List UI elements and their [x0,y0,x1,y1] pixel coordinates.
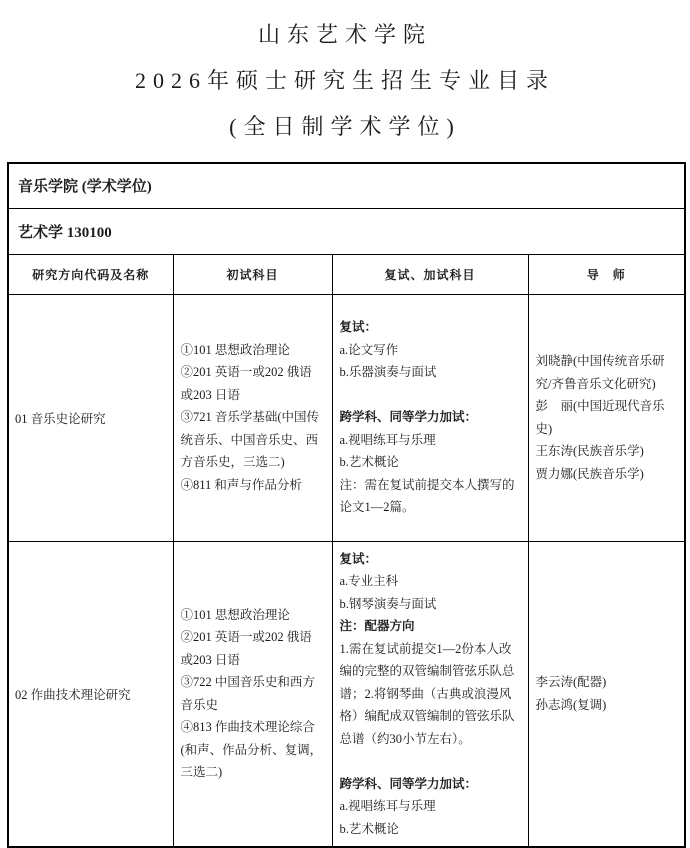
text-line: ③722 中国音乐史和西方音乐史 [180,675,315,712]
text-line: 1.需在复试前提交1—2份本人改编的完整的双管编制管弦乐队总谱；2.将钢琴曲（古典或浪漫风格）编配成双管编制的管弦乐队总谱（约30小节左右）。 [339,641,515,746]
direction-cell: 02 作曲技术理论研究 [8,541,173,847]
tutors-cell [528,294,685,541]
text-line: b.乐器演奏与面试 [339,365,437,380]
text-line: 复试： [339,551,378,566]
retest-cell [332,294,528,541]
text-line: a.论文写作 [339,342,399,357]
text-line: ①101 思想政治理论 [180,342,290,357]
text-line: ④813 作曲技术理论综合(和声、作品分析、复调，三选二) [180,720,323,780]
text-line: a.专业主科 [339,574,399,588]
text-line [340,750,523,773]
text-line: ②201 英语一或202 俄语 [180,630,312,645]
text-line: ③721 音乐学基础(中国传统音乐、中国音乐史、西方音乐史，三选二) [180,410,320,470]
text-line: 跨学科、同等学力加试： [339,410,478,425]
col-header-initial-exam: 初试科目 [173,254,332,294]
text-line: 李云涛(配器) [535,675,607,690]
document-title [0,0,690,150]
title-line-degree-type: (全日制学术学位) [229,114,461,139]
text-line [340,384,523,407]
admissions-catalog-table [7,162,686,848]
table-row-direction-02 [8,541,685,847]
text-line: 刘晓静(中国传统音乐研究/齐鲁音乐文化研究) [535,354,665,391]
text-line: 彭 丽(中国近现代音乐史) [535,399,665,436]
college-header-row [8,163,685,208]
text-line: 注：需在复试前提交本人撰写的论文1—2篇。 [339,477,515,515]
tutors-cell [528,541,685,847]
text-line: ②201 英语一或202 俄语 [180,365,312,380]
college-header: 音乐学院 (学术学位) [8,163,685,208]
text-line: 或203 日语 [180,652,240,667]
text-line: 或203 日语 [180,387,240,402]
column-header-row [8,254,685,294]
text-line: 跨学科、同等学力加试： [339,776,478,791]
text-line: 复试： [339,320,378,335]
discipline-header-row [8,208,685,254]
text-line: b.钢琴演奏与面试 [339,596,437,611]
initial-exam-cell [173,541,332,847]
table-row-direction-01 [8,294,685,541]
retest-cell [332,541,528,847]
direction-cell: 01 音乐史论研究 [8,294,173,541]
col-header-direction: 研究方向代码及名称 [8,254,173,294]
col-header-retest: 复试、加试科目 [332,254,528,294]
discipline-header: 艺术学 130100 [8,208,685,254]
text-line: 王东涛(民族音乐学) [535,444,644,458]
text-line: 注：配器方向 [339,619,415,633]
title-line-catalog: 2026年硕士研究生招生专业目录 [134,68,555,93]
initial-exam-cell [173,294,332,541]
text-line: a.视唱练耳与乐理 [339,432,436,447]
text-line: b.艺术概论 [339,455,399,470]
title-line-school: 山东艺术学院 [257,22,432,47]
text-line: 贾力娜(民族音乐学) [535,466,644,481]
col-header-tutor: 导 师 [528,254,685,294]
text-line: b.艺术概论 [339,821,399,836]
text-line: ④811 和声与作品分析 [180,477,302,492]
text-line: a.视唱练耳与乐理 [339,799,436,813]
text-line: 孙志鸿(复调) [535,697,607,712]
text-line: ①101 思想政治理论 [180,607,290,622]
